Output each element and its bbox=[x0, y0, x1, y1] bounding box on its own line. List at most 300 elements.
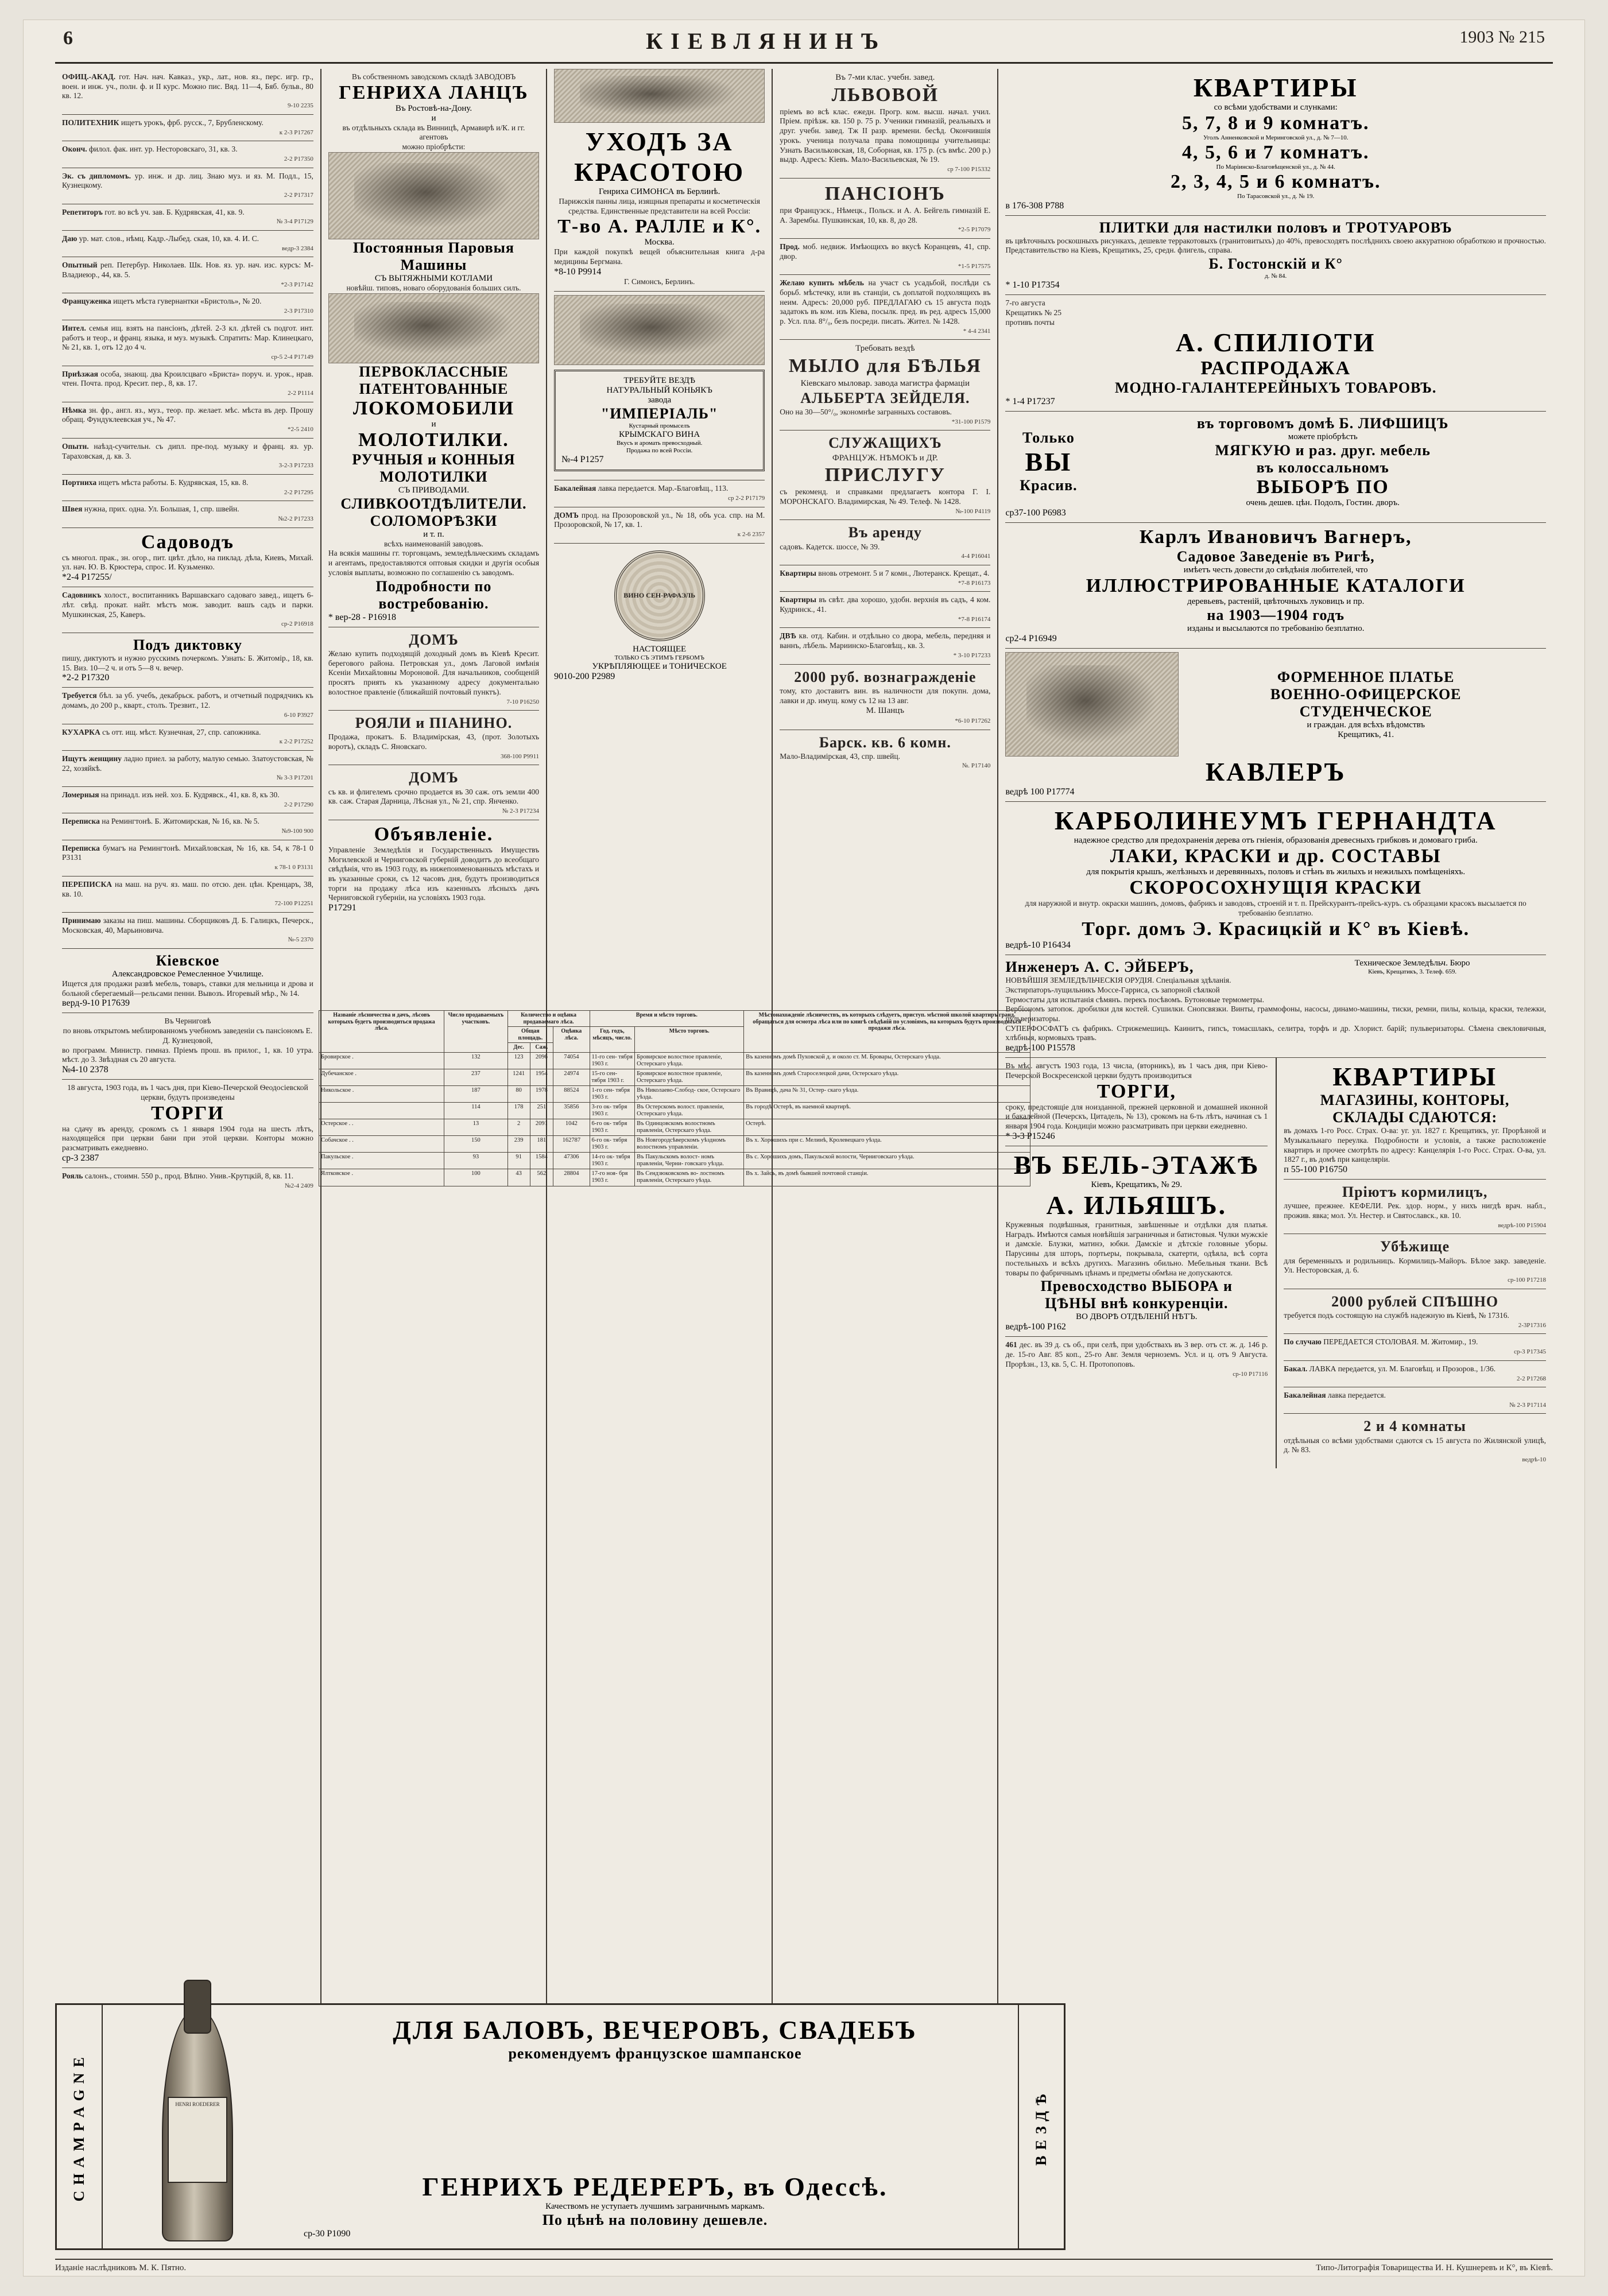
ad-text: реп. Петербур. Николаев. Шк. Нов. яз. ур. нач. изс. курсъ: М-Владиеюр., 44, кв. 5. bbox=[62, 261, 313, 280]
wagner-line2: деревьевъ, растеній, цвѣточныхъ луковицъ и пр. bbox=[1187, 597, 1365, 607]
ad-ref: *2-5 2410 bbox=[287, 426, 313, 433]
torgi-title: ТОРГИ bbox=[151, 1102, 224, 1124]
ad-ref: ср 7-100 P15332 bbox=[947, 166, 991, 173]
classified-ad bbox=[62, 231, 313, 257]
wagner-subtitle: Садовое Заведеніе въ Ригѣ, bbox=[1176, 548, 1375, 565]
cell-place: Въ Николаево-Слобод- ское, Остерскаго уѣзда. bbox=[635, 1085, 744, 1102]
grocery-shop-2-text: лавка передается. bbox=[1327, 1391, 1386, 1400]
beauty-ad-author: Генриха СИМОНСА въ Берлинѣ. bbox=[598, 187, 720, 196]
cell-name: Пакульское . bbox=[319, 1153, 444, 1169]
grocery-transfer-text: лавка передается. Мар.-Благовѣщ., 113. bbox=[598, 484, 729, 493]
th-qty: Количество и оцѣнка продаваемаго лѣса. bbox=[507, 1011, 590, 1027]
ad-lead: Рояль bbox=[62, 1171, 83, 1180]
ad-lead: Портниха bbox=[62, 478, 97, 487]
ad-text: бѣл. за уб. учебъ, декабрьск. работъ, и отчетный подрядчикъ къ домамъ, до 200 р., кварт., столъ. Трезвит., 12. bbox=[62, 691, 313, 710]
classified-ad bbox=[62, 320, 313, 366]
cell-place: Въ Пакульскомъ волост- номъ правленіи, Черни- говскаго уѣзда. bbox=[635, 1153, 744, 1169]
ad-ref: №2-2 P17233 bbox=[278, 515, 313, 523]
cell-rub: 1042 bbox=[553, 1119, 590, 1136]
apartments-text-1: вновь отремонт. 5 и 7 комн., Лютеранск. Крещат., 4. bbox=[818, 569, 990, 578]
gardener-ad-text: съ многол. прак., зн. огор., пит. цвѣт. дѣло, на пиклад. дѣла, Киевъ, Михай. ул. нач. Ю. В. Крюстера, спрос. И. Кузьменко. bbox=[62, 553, 313, 572]
land-ad-head: 461 bbox=[1005, 1340, 1017, 1349]
ad-ref: №4-10 2378 bbox=[62, 1065, 109, 1075]
carbolineum-title: КАРБОЛИНЕУМЪ ГЕРНАНДТА bbox=[1054, 806, 1497, 836]
ad-ref: № 3-3 P17201 bbox=[276, 774, 313, 782]
bottle-shape bbox=[162, 2010, 233, 2241]
cell-saj: 1584 bbox=[530, 1153, 553, 1169]
official-notice-title: Объявленіе. bbox=[374, 823, 494, 845]
classified-ad bbox=[62, 141, 313, 168]
ad-lead: Опытн. bbox=[62, 441, 89, 451]
ad-ref: ведрѣ 100 P17774 bbox=[1005, 787, 1075, 797]
ad-lead: ОФИЦ.-АКАД. bbox=[62, 72, 116, 81]
banner-line-2: рекомендуемъ французское шампанское bbox=[508, 2045, 802, 2062]
th-date: Год. годъ, мѣсяцъ, число. bbox=[590, 1027, 635, 1053]
lanz-intro: Въ собственномъ заводскомъ складѣ ЗАВОДОВЪ bbox=[351, 72, 516, 81]
lanz-etc: и т. п. bbox=[423, 529, 444, 539]
spilioti-shop: Крещатикъ № 25 bbox=[1005, 308, 1062, 317]
cell-info: Въ с. Хорошихъ домъ, Пакульской волости, Черниговскаго уѣзда. bbox=[744, 1153, 1030, 1169]
ad-ref: №-100 P4119 bbox=[955, 507, 991, 515]
lanz-types: новѣйш. типовъ, новаго оборудованія больших силъ. bbox=[346, 283, 521, 292]
cell-rub: 35856 bbox=[553, 1102, 590, 1119]
table-row bbox=[319, 1102, 1030, 1119]
cell-rub: 24974 bbox=[553, 1069, 590, 1085]
ad-text: семья ищ. взять на пансіонъ, дѣтей. 2-3 кл. дѣтей съ подгот. инт. работъ и теор., и франц. языка, и муз. музыкѣ. Спратить: Мар. Клинецкаго, № 21, кв. 1, отъ 12 до 4 ч. bbox=[62, 323, 313, 352]
spilioti-goods: МОДНО-ГАЛАНТЕРЕЙНЫХЪ ТОВАРОВЪ. bbox=[1115, 379, 1437, 397]
ad-text: съ отт. ищ. мѣст. Кузнечная, 27, спр. сапожника. bbox=[102, 727, 261, 736]
carbolineum-line-5: для наружной и внутр. окраски машинъ, домовъ, фабрикъ и заводовъ, строеній и т. п. Прейскурантъ-прейсъ-куръ. съ образцами красокъ высылается по требованію безплатно. bbox=[1025, 899, 1526, 918]
apartments-ad-1 bbox=[780, 565, 990, 592]
tiles-text: въ цвѣточныхъ роскошныхъ рисункахъ, дешевле терракотовыхъ (гранитовитыхъ) до 40%, превосходятъ послѣднихъ своею аккуратною обработкою и прочностью. Представительство на Кіевъ, Крещатикъ, 25, средн. флигель, справа. bbox=[1005, 236, 1546, 255]
apartments-ad-2 bbox=[780, 592, 990, 628]
table-header-row bbox=[319, 1011, 1030, 1027]
house-wanted-title: ДОМЪ bbox=[409, 631, 459, 648]
cell-rub: 162787 bbox=[553, 1136, 590, 1153]
cognac-line1: ТРЕБУЙТЕ ВЕЗДѢ bbox=[623, 375, 695, 385]
cell-saj: 181 bbox=[530, 1136, 553, 1153]
shelter-title: Убѣжище bbox=[1380, 1238, 1450, 1255]
lanz-separators: СЛИВКООТДѢЛИТЕЛИ. bbox=[340, 495, 527, 512]
ad-ref: 6-10 P3927 bbox=[284, 711, 313, 719]
buy-furniture-head: Желаю купить мѣбель bbox=[780, 278, 864, 288]
ad-ref: * 3-3 P15246 bbox=[1005, 1131, 1055, 1141]
cell-info: Остерѣ. bbox=[744, 1119, 1030, 1136]
two-rooms-head: ДВѢ bbox=[780, 631, 796, 641]
two-rooms-text: кв. отд. Кабин. и отдѣльно со двора, мебель, передняя и ваннъ, лѣбель. Мариинско-Благовѣщ., кв. 3. bbox=[780, 631, 991, 650]
ad-ref: ср-2 P16918 bbox=[281, 620, 313, 628]
table-body bbox=[319, 1052, 1030, 1186]
beauty-ad-city: Москва. bbox=[644, 238, 675, 247]
carbolineum-line-2: ЛАКИ, КРАСКИ и др. СОСТАВЫ bbox=[1110, 846, 1442, 867]
carbolineum-ad bbox=[1005, 802, 1546, 955]
lanz-patented: ПАТЕНТОВАННЫЕ bbox=[359, 380, 509, 397]
ad-ref: ср-100 P17218 bbox=[1508, 1277, 1546, 1284]
house-wanted-text: Желаю купить подходящій доходный домъ въ Кіевѣ Кресит. берегового района. Петровская ул., домъ Лаговой имѣнія Ксеніи Михайловны Мороновой. Для начальников, сообщеній просятъ приять къ указанному адресу документально волостное правленіе (ближайшій почтовый пунктъ). bbox=[328, 649, 540, 696]
pechersk-torgi-title: ТОРГИ, bbox=[1096, 1080, 1176, 1102]
ad-text: ищетъ мѣста работы. Б. Кудрявская, 15, кв. 8. bbox=[98, 478, 249, 487]
ad-ref: № 3-4 P17129 bbox=[276, 218, 313, 226]
ad-ref: 2-2 P17350 bbox=[284, 155, 313, 162]
cell-saj: 1978 bbox=[530, 1085, 553, 1102]
lanz-allnames: всѣхъ наименованій заводовъ. bbox=[384, 539, 483, 548]
apartments-display-subtitle: со всѣми удобствами и слунками: bbox=[1214, 103, 1338, 112]
printer-note: Типо-Литографія Товарищества И. Н. Кушнеревъ и К°, въ Кіевѣ. bbox=[1316, 2263, 1553, 2272]
ad-lead: Интел. bbox=[62, 323, 86, 332]
cognac-line2: НАТУРАЛЬНЫЙ КОНЬЯКЪ bbox=[606, 385, 712, 395]
cell-date: 15-го сен- тября 1903 г. bbox=[590, 1069, 635, 1085]
chernigov-school-ad bbox=[62, 1013, 313, 1080]
issue-number: 1903 № 215 bbox=[1459, 28, 1545, 46]
cell-des: 2 bbox=[507, 1119, 530, 1136]
ad-lead: ПОЛИТЕХНИК bbox=[62, 118, 119, 127]
grocery-shop-ad bbox=[1284, 1361, 1546, 1387]
classified-ad bbox=[62, 840, 313, 876]
house-sale-title: ДОМЪ bbox=[409, 769, 459, 786]
lanz-strawcutters: СОЛОМОРѢЗКИ bbox=[370, 512, 498, 529]
cell-date: 6-го ок- тября 1903 г. bbox=[590, 1119, 635, 1136]
lifshits-line-5: ВЫБОРѢ ПО bbox=[1256, 476, 1389, 498]
ad-ref: ведрѣ-10 bbox=[1522, 1456, 1546, 1464]
grocery-shop-title: Бакал. bbox=[1284, 1364, 1308, 1373]
banner-note-1: Качествомъ не уступаетъ лучшимъ заграничнымъ маркамъ. bbox=[545, 2201, 765, 2211]
cognac-illustration bbox=[554, 295, 765, 365]
ad-ref: * 1-4 P17237 bbox=[1005, 397, 1055, 407]
cell-info: Въ х. Хорошихъ при с. Мелинѣ, Кролевецкаго уѣзда. bbox=[744, 1136, 1030, 1153]
beauty-ad-note: При каждой покупкѣ вещей объяснительная книга д-ра медицины Бергмана. bbox=[554, 247, 765, 266]
grocery-transfer-ad bbox=[554, 480, 765, 507]
kavler-illustration bbox=[1005, 652, 1179, 757]
classified-ad bbox=[62, 587, 313, 633]
banner-side-left-text: CHAMPAGNE bbox=[71, 2051, 87, 2202]
wagner-text: имѣетъ честь довести до свѣдѣнія любителей, что bbox=[1183, 565, 1368, 575]
lifshits-left-3: Красив. bbox=[1020, 476, 1078, 494]
ad-ref: ведр-3 2384 bbox=[281, 245, 313, 252]
apartments-line-1: 5, 7, 8 и 9 комнатъ. bbox=[1181, 113, 1370, 134]
ad-ref: №. P17140 bbox=[962, 762, 991, 770]
classified-ad bbox=[62, 751, 313, 787]
6room-text: Мало-Владимірская, 43, спр. швейц. bbox=[780, 751, 900, 761]
forest-auction-table bbox=[319, 1010, 1030, 1186]
rent-ad bbox=[780, 520, 990, 565]
soap-brand: АЛЬБЕРТА ЗЕЙДЕЛЯ. bbox=[800, 389, 970, 406]
th-place: Мѣсто торговъ. bbox=[635, 1027, 744, 1053]
rooms-title: 2 и 4 комнаты bbox=[1363, 1418, 1466, 1435]
cognac-line6: КРЫМСКАГО ВИНА bbox=[619, 429, 700, 439]
cell-place: Въ Сендзюковскомъ во- лостномъ правленіи, Остерскаго уѣзда. bbox=[635, 1169, 744, 1186]
carbolineum-text: надежное средство для предохраненія дерева отъ гніенія, образованія древесныхъ грибковъ и домоваго гриба. bbox=[1074, 836, 1478, 846]
soap-demand: Требовать вездѣ bbox=[855, 344, 915, 354]
ad-ref: *31-100 P1579 bbox=[951, 418, 991, 425]
ad-ref: 2-2 P1114 bbox=[288, 390, 313, 397]
lanz-hand-horse: РУЧНЫЯ и КОННЫЯ МОЛОТИЛКИ bbox=[352, 451, 516, 485]
lanz-details: Подробности по востребованію. bbox=[375, 577, 492, 612]
ad-lead: ПЕРЕПИСКА bbox=[62, 879, 113, 889]
sale-head: Прод. bbox=[780, 242, 800, 251]
beauty-ad-address: Г. Симонсъ, Берлинъ. bbox=[623, 277, 695, 286]
servants-head: СЛУЖАЩИХЪ bbox=[828, 435, 942, 452]
pechersk-torgi-ad bbox=[1005, 1058, 1268, 1146]
classified-ad bbox=[62, 813, 313, 840]
soap-title: МЫЛО для БѢЛЬЯ bbox=[788, 355, 982, 377]
table-head bbox=[319, 1011, 1030, 1053]
page-footer bbox=[55, 2259, 1553, 2273]
lifshits-line-2: можете пріобрѣсть bbox=[1288, 432, 1358, 442]
classified-ad bbox=[62, 475, 313, 501]
cell-place: Въ Остерскомъ волост. правленіи, Остерскаго уѣзда. bbox=[635, 1102, 744, 1119]
torgi-intro: 18 августа, 1903 года, въ 1 часъ дня, при Кіево-Печерской Ѳеодосіевской церкви, будутъ произведены bbox=[67, 1083, 308, 1102]
saint-raphael-seal-text: ВИНО СЕН-РАФАЭЛЬ bbox=[623, 591, 696, 600]
cell-plots: 150 bbox=[444, 1136, 507, 1153]
classified-ad bbox=[62, 204, 313, 231]
banner-line-1: ДЛЯ БАЛОВЪ, ВЕЧЕРОВЪ, СВАДЕБЪ bbox=[393, 2015, 917, 2045]
ad-ref: № 2-3 P17234 bbox=[502, 808, 540, 815]
carbolineum-line-3: для покрытія крышъ, желѣзныхъ и деревянныхъ, половъ и стѣнъ въ жилыхъ и нежилыхъ помѣщеніяхъ. bbox=[1086, 867, 1466, 877]
cell-info: Въ городѣ Остерѣ, въ наемной квартирѣ. bbox=[744, 1102, 1030, 1119]
servants-text: съ рекоменд. и справками предлагаетъ контора Г. I. МОРОНСКАГО. Владимирская, № 49. Телеф. № 1428. bbox=[780, 487, 991, 506]
cell-info: Въ х. Зайсъ, въ домѣ бывшей почтовой станціи. bbox=[744, 1169, 1030, 1186]
grocery-shop-2-title: Бакалейная bbox=[1284, 1391, 1326, 1400]
eiber-line-1: НОВѢЙШІЯ ЗЕМЛЕДѢЛЬЧЕСКІЯ ОРУДІЯ. Спеціальныя здѣланія. bbox=[1005, 976, 1231, 985]
6room-ad bbox=[780, 730, 990, 775]
beauty-ad-text: Парижскія панны лица, изящныя препараты и косметическія средства. Единственные представители на всей Россіи: bbox=[559, 197, 760, 215]
ad-ref: P17291 bbox=[328, 903, 357, 913]
soap-sub: Кіевскаго мыловар. завода магистра фармаціи bbox=[800, 379, 970, 389]
apartments-rent-title: КВАРТИРЫ bbox=[1332, 1062, 1497, 1092]
school-lvova-ad bbox=[780, 69, 990, 179]
ad-ref: ср-10 P17116 bbox=[1233, 1370, 1268, 1378]
ornament-illustration-top bbox=[554, 69, 765, 123]
table-row bbox=[319, 1153, 1030, 1169]
ad-ref: 2-3Р17316 bbox=[1518, 1321, 1546, 1329]
eiber-ad bbox=[1005, 955, 1546, 1058]
ad-ref: * вер-28 - P16918 bbox=[328, 612, 396, 622]
apartments-display-ad bbox=[1005, 69, 1546, 216]
saint-raphael-ad bbox=[554, 544, 765, 686]
ad-ref: *8-10 P9914 bbox=[554, 266, 602, 277]
apartments-display-title: КВАРТИРЫ bbox=[1193, 73, 1358, 102]
ad-ref: ведрѣ-100 P15904 bbox=[1498, 1221, 1546, 1229]
cell-date: 6-го ок- тября 1903 г. bbox=[590, 1136, 635, 1153]
dictation-ad bbox=[62, 633, 313, 688]
house-sale-ad bbox=[328, 765, 539, 820]
ad-lead: Швея bbox=[62, 505, 83, 514]
cell-name: Ялтковское . bbox=[319, 1169, 444, 1186]
apartments-addr-1: Уголъ Анненковской и Меринговской ул., д. № 7—10. bbox=[1203, 134, 1349, 141]
lanz-conj: и bbox=[431, 113, 436, 123]
wetnurse-text: лучшее, прежнее. КЕФЕЛИ. Рек. здор. норм., у нихъ нигдѣ врач. набл., прожив. явка; мол. Ул. Нестер. и Святославск., кв. 10. bbox=[1284, 1201, 1546, 1220]
saint-raphael-line3: ТОЛЬКО СЪ ЭТИМЪ ГЕРБОМЪ bbox=[614, 654, 704, 661]
ad-lead: Приѣзжая bbox=[62, 369, 98, 378]
cell-rub: 47306 bbox=[553, 1153, 590, 1169]
ad-lead: Переписка bbox=[62, 817, 100, 826]
cognac-line7: Вкусъ и аромать превосходный. bbox=[616, 439, 703, 447]
banner-ref: ср-30 P1090 bbox=[304, 2228, 351, 2239]
lanz-firstclass: ПЕРВОКЛАССНЫЕ bbox=[359, 363, 509, 380]
ad-ref: к 2-2 P17252 bbox=[279, 738, 313, 746]
th-area: Общая площадь. bbox=[507, 1027, 553, 1043]
cell-plots: 237 bbox=[444, 1069, 507, 1085]
chernigov-school-intro: Въ Черниговѣ bbox=[164, 1017, 211, 1026]
pechersk-torgi-text: сроку, предстоящіе для ноизданной, прежней церковной и домашней иконной и бакалейной (Печерскъ, Цитадель, № 13), срокомъ на 6-ть лѣтъ, начиная съ 1 января 1904 года. Кондиціи можно разсматривать при церкви ежедневно. bbox=[1005, 1102, 1268, 1131]
table-row bbox=[319, 1169, 1030, 1186]
dining-room-title: По случаю bbox=[1284, 1337, 1322, 1347]
kavler-addr: Крещатикъ, 41. bbox=[1338, 730, 1394, 740]
saint-raphael-line2: НАСТОЯЩЕЕ bbox=[633, 644, 687, 654]
servants-agency-ad bbox=[780, 430, 990, 520]
ad-ref: *2-4 P17255/ bbox=[62, 572, 112, 583]
house-prozorovskaya-head: ДОМЪ bbox=[554, 510, 579, 519]
lifshits-line-1: въ торговомъ домѣ Б. ЛИФШИЦЪ bbox=[1196, 415, 1449, 432]
cell-date: 14-го ок- тября 1903 г. bbox=[590, 1153, 635, 1169]
wetnurse-title: Пріютъ кормилицъ, bbox=[1342, 1184, 1488, 1201]
pension-title: ПАНСІОНЪ bbox=[824, 183, 946, 204]
apartments-rent-line-2: СКЛАДЫ СДАЮТСЯ: bbox=[1332, 1109, 1498, 1126]
eiber-line-4: Вербіономъ затопок. дробилки для костей. Сушилки. Снопсвязки. Винты, граммофоны, насосы, динамо-машины, тиски, ремни, пилы, кольца, краски, тележки, пульверизаторы. bbox=[1005, 1004, 1546, 1023]
rent-text: садовъ. Кадетск. шоссе, № 39. bbox=[780, 542, 880, 551]
ad-ref: 9010-200 P2989 bbox=[554, 671, 615, 681]
beletage-name: А. ИЛЬЯШЪ. bbox=[1046, 1190, 1227, 1220]
sale-text: моб. недвиж. Имѣющихъ во вкусѣ Коранцевъ, 41, спр. двор. bbox=[780, 242, 991, 261]
classified-ad bbox=[62, 913, 313, 949]
house-sale-text: съ кв. и флигелемъ срочно продается въ 30 саж. отъ земли 400 кв. саж. Старая Дарница, Лѣсная ул., № 21, спр. Янченко. bbox=[328, 787, 540, 806]
kavler-ad bbox=[1005, 649, 1546, 802]
apartments-rent-display-ad bbox=[1284, 1058, 1546, 1180]
classified-ad bbox=[62, 439, 313, 475]
school-lvova-head: Въ 7-ми клас. учебн. завед. bbox=[835, 73, 935, 82]
column-5 bbox=[997, 69, 1553, 2208]
apartments-rent-text: въ домахъ 1-го Росс. Страх. О-ва: уг. ул. 1827 г. Крещатикъ, уг. Прорѣзной и Музыкальнаго переулка. Подробности и условія, а также расположеніе квартиръ и прочее смотрѣть по адресу: Канцелярія 1-го Росс. Страх. О-ва, ул. 1827 г., въ домѣ при канцеляріи. bbox=[1284, 1126, 1546, 1164]
cell-plots: 187 bbox=[444, 1085, 507, 1102]
ad-ref: ср-5 2-4 P17149 bbox=[271, 354, 313, 361]
cell-des: 43 bbox=[507, 1169, 530, 1186]
lifshits-line-3: МЯГКУЮ и раз. друг. мебель bbox=[1215, 442, 1431, 459]
ad-lead: Даю bbox=[62, 234, 78, 243]
dining-room-text: ПЕРЕДАЕТСЯ СТОЛОВАЯ. М. Житомир., 19. bbox=[1323, 1337, 1478, 1347]
th-location: Мѣстонахожденіе лѣсничествъ, въ которыхъ слѣдуетъ, приступ. мѣстной школой квартиръ гранд. обращаться для осмотра лѣса или по книгѣ свѣдѣній по условіямъ, на которыхъ будутъ производиться продажи лѣса. bbox=[744, 1011, 1030, 1053]
loan-ad bbox=[1284, 1289, 1546, 1335]
ad-ref: 4-4 P16041 bbox=[961, 553, 991, 560]
classified-ad bbox=[62, 168, 313, 204]
apartments-addr-2: По Маріинско-Благовѣщенской ул., д. № 44. bbox=[1216, 164, 1335, 171]
ad-lead: КУХАРКА bbox=[62, 727, 100, 736]
ad-text: ладно приел. за работу, малую семью. Златоустовская, № 22, хозяйкѣ. bbox=[62, 754, 313, 773]
ad-ref: 3-2-3 P17233 bbox=[278, 462, 313, 470]
land-ad-text: дес. въ 39 д. съ об., при селѣ, при удобствахъ въ 3 вер. отъ ст. ж. д. 146 р. де. 15-го Авг. 85 коп., 25-го Авг. Земля черноземъ. Усл. и ц. отъ 9 Августа. Прорѣзн., 13, кв. 5, С. Н. Протопоповъ. bbox=[1005, 1340, 1268, 1368]
cell-rub: 74054 bbox=[553, 1052, 590, 1069]
house-wanted-ad bbox=[328, 627, 539, 711]
house-prozorovskaya-ad bbox=[554, 507, 765, 544]
shelter-ad bbox=[1284, 1234, 1546, 1289]
ad-text: наѣзд-сучительн. съ дипл. пре-под. музыку и франц. яз. ур. Тараховская, д. кв. 3. bbox=[62, 441, 313, 460]
lanz-and: и bbox=[431, 419, 436, 429]
lanz-boilers: СЪ ВЫТЯЖНЫМИ КОТЛАМИ bbox=[374, 273, 493, 283]
ad-ref: *2-2 P17320 bbox=[62, 673, 110, 683]
ad-ref: ведрѣ-100 P15578 bbox=[1005, 1043, 1075, 1053]
table-row bbox=[319, 1119, 1030, 1136]
chernigov-school-text: во программ. Министр. гимназ. Пріемъ прош. въ прилог., 1, кв. 10 утра. мѣст. до 3. Звѣздная съ 20 августа. bbox=[62, 1045, 313, 1064]
ad-ref: ср-3 2387 bbox=[62, 1153, 99, 1163]
reward-text: тому, кто доставитъ вин. въ наличности для покупн. дома, лавки и др. имущ. кому съ 12 на 13 авг. bbox=[780, 686, 991, 705]
lanz-threshers: МОЛОТИЛКИ. bbox=[358, 429, 509, 451]
ad-ref: в 176-308 P788 bbox=[1005, 200, 1064, 211]
kavler-line-3: СТУДЕНЧЕСКОЕ bbox=[1299, 703, 1432, 720]
cognac-box bbox=[554, 370, 765, 472]
ad-lead: Переписка bbox=[62, 843, 100, 852]
school-lvova-name: ЛЬВОВОЙ bbox=[831, 84, 939, 106]
lanz-avail: можно пріобрѣсти: bbox=[402, 142, 466, 152]
ad-text: холост., воспитанникъ Варшавскаго садоваго завед., ищетъ 6-лѣт. свѣд. прокат. найт. мѣстъ мож. заводит. вашъ садъ и парки. Мушкинская, 25, Каверъ. bbox=[62, 591, 313, 619]
torgi-text: на сдачу въ аренду, срокомъ съ 1 января 1904 года на шесть лѣтъ, находящейся при церкви бани при этой церкви. Конторы можно разсматривать ежедневно. bbox=[62, 1124, 313, 1153]
ad-ref: №9-100 900 bbox=[281, 828, 313, 835]
ad-lead: Ломерныя bbox=[62, 790, 99, 799]
ad-ref: *1-5 P17575 bbox=[958, 262, 991, 270]
eiber-line-3: Термостаты для испытанія сѣмянъ. перекъ посѣвомъ. Бутоновые термометры. bbox=[1005, 995, 1264, 1004]
rent-head: Въ аренду bbox=[848, 524, 922, 541]
cell-plots: 93 bbox=[444, 1153, 507, 1169]
gardener-ad bbox=[62, 528, 313, 587]
soap-text: Оно на 30—50°/₀, экономнѣе загранныхъ составовъ. bbox=[780, 408, 952, 416]
ad-lead: Француженка bbox=[62, 297, 111, 306]
buy-furniture-ad bbox=[780, 275, 990, 340]
ad-lead: Ищутъ женщину bbox=[62, 754, 122, 763]
rooms-text: отдѣльныя со всѣми удобствами сдаются съ 15 августа по Жилянской улицѣ, д. № 83. bbox=[1284, 1436, 1546, 1455]
eiber-addr: Кіевъ, Крещатикъ, 3. Телеф. 659. bbox=[1368, 968, 1457, 975]
eiber-line-5: СУПЕРФОСФАТЪ съ фабрикъ. Стрижемешицъ. Каинитъ, гипсъ, томасшлакъ, селитра, торфъ и др. Хлорист. барій; пульверизаторы. Сѣмена свекловичныя, хлѣбныя, кормовыхъ травъ. bbox=[1005, 1023, 1546, 1042]
cell-place: Въ Одинцовскомъ волостномъ правленіи, Остерскаго уѣзда. bbox=[635, 1119, 744, 1136]
ad-ref: ведрѣ-10 P16434 bbox=[1005, 940, 1071, 950]
cell-des: 239 bbox=[507, 1136, 530, 1153]
cell-rub: 88524 bbox=[553, 1085, 590, 1102]
school-ad-subtitle: Александровское Ремесленное Училище. bbox=[111, 969, 264, 979]
dining-room-ad bbox=[1284, 1334, 1546, 1360]
carbolineum-line-4: СКОРОСОХНУЩІЯ КРАСКИ bbox=[1129, 877, 1423, 899]
page-number: 6 bbox=[63, 28, 73, 49]
ad-text: ищетъ мѣста гувернантки «Бристоль», № 20. bbox=[113, 297, 262, 306]
lanz-drives: СЪ ПРИВОДАМИ. bbox=[398, 485, 470, 495]
publisher-note: Изданіе наслѣдниковъ М. К. Пятно. bbox=[55, 2263, 187, 2272]
cell-name: Бровирское . bbox=[319, 1052, 444, 1069]
wagner-ad bbox=[1005, 523, 1546, 649]
cell-info: Въ Вравицѣ, дача № 31, Остер- скаго уѣзда. bbox=[744, 1085, 1030, 1102]
ad-text: гот. Нач. нач. Кавказ., укр., лат., нов. яз., перс. игр. гр., воен. и инж. уч., полн. ф. и II курс. Можно пис. Вяд. 11—4, Бяб. бульв., 80 кв. 12. bbox=[62, 72, 313, 100]
beauty-ad bbox=[554, 123, 765, 292]
banner-left-side bbox=[57, 2005, 103, 2248]
lanz-ad bbox=[328, 69, 539, 627]
ad-ref: ср2-4 P16949 bbox=[1005, 634, 1057, 644]
official-table bbox=[319, 1010, 1030, 1186]
bottle-label: HENRI ROEDERER bbox=[168, 2097, 227, 2183]
th-saj: Саж. bbox=[530, 1043, 553, 1053]
cell-plots: 13 bbox=[444, 1119, 507, 1136]
ad-ref: №2-4 2409 bbox=[284, 1182, 313, 1189]
beletage-title: ВЪ БЕЛЬ-ЭТАЖѢ bbox=[1013, 1150, 1260, 1180]
ad-ref: к 2-6 2357 bbox=[737, 531, 765, 538]
champagne-banner bbox=[55, 2003, 1065, 2250]
official-notice-text: Управленіе Земледѣлія и Государственныхъ Имуществъ Могилевской и Черниговской губерній доводитъ до всеобщаго свѣдѣнія, что въ 1903 году, въ нижепоименованныхъ мѣстахъ и въ указанные сроки, съ 12 часовъ дня, будутъ производиться торги на продажу лѣса изъ казенныхъ лѣсныхъ дачъ Черниговской губерніи, на условіяхъ 1903 года. bbox=[328, 845, 540, 902]
chernigov-school-desc: по вновь открытомъ меблированномъ учебномъ заведеніи съ пансіономъ Е. Д. Кузнецовой, bbox=[63, 1026, 313, 1045]
ad-ref: 2-2 P17290 bbox=[284, 801, 313, 808]
cell-name: Дубечанское . bbox=[319, 1069, 444, 1085]
lifshits-left-2: ВЫ bbox=[1025, 447, 1072, 476]
apartments-head-2: Квартиры bbox=[780, 595, 816, 604]
school-ad bbox=[62, 949, 313, 1013]
beletage-bottom-1: Превосходство ВЫБОРА и bbox=[1040, 1278, 1233, 1295]
cell-saj: 562 bbox=[530, 1169, 553, 1186]
banner-note-2: По цѣнѣ на половину дешевле. bbox=[542, 2211, 768, 2228]
ad-ref: 368-100 P9911 bbox=[500, 753, 540, 760]
ad-ref: к 2-3 P17267 bbox=[279, 129, 313, 136]
